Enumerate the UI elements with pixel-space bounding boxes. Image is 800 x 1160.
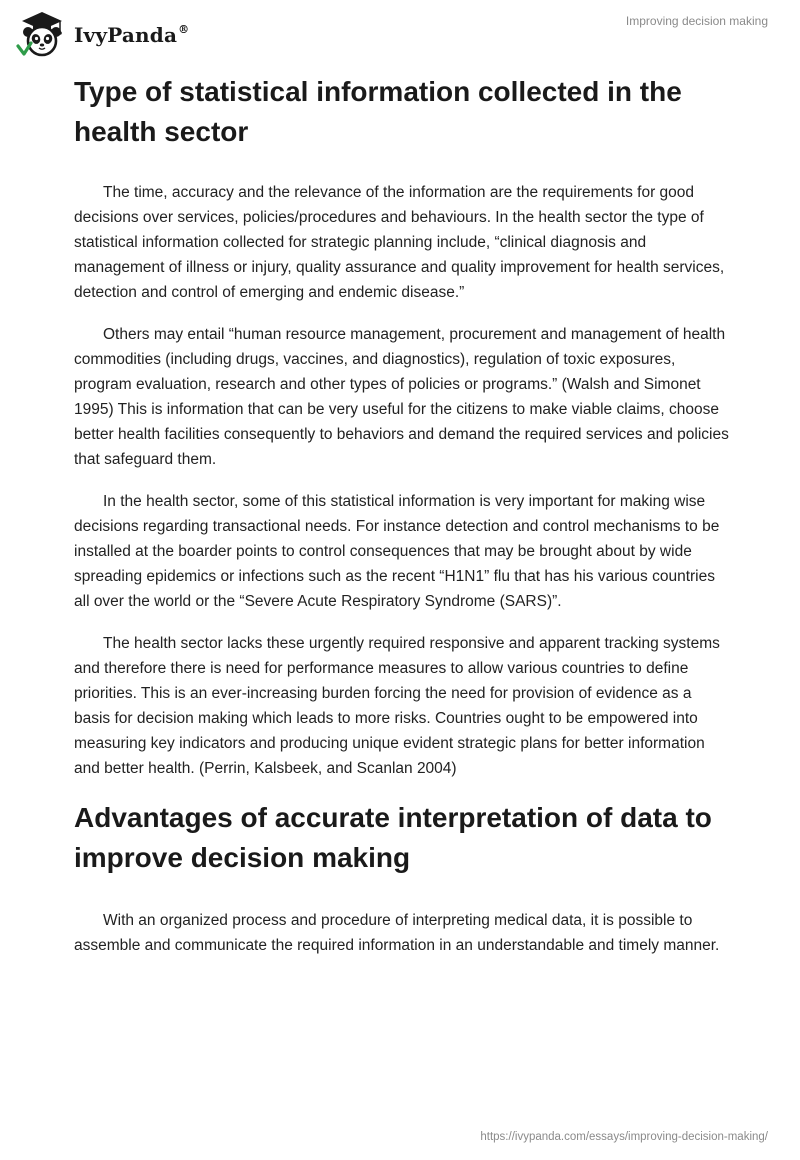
paragraph: With an organized process and procedure of interpreting medical data, it is possible to assemble and communicate the required information in an understandable and timely manner.	[74, 912, 720, 954]
registered-mark: ®	[178, 23, 190, 36]
page-header	[0, 0, 800, 70]
section-heading-statistical-info: Type of statistical information collected in the health sector	[74, 76, 682, 147]
ivypanda-logo[interactable]	[14, 8, 189, 60]
source-url[interactable]: https://ivypanda.com/essays/improving-decision-making/	[480, 1131, 768, 1143]
paragraph: The health sector lacks these urgently required responsive and apparent tracking systems and therefore there is need for performance measures to allow various countries to define priorities. This is an ever-increasing burden forcing the need for provision of evidence as a basis for decision making which leads to more risks. Countries ought to be empowered into measuring key indicators and producing unique evident strategic plans for better information and better health. (Perrin, Kalsbeek, and Scanlan 2004)	[74, 635, 720, 777]
paragraph: Others may entail “human resource management, procurement and management of health commodities (including drugs, vaccines, and diagnostics), regulation of toxic exposures, program evaluation, research and other types of policies or programs.” (Walsh and Simonet 1995) This is information that can be very useful for the citizens to make viable claims, choose better health facilities consequently to behaviors and demand the required services and policies that safeguard them.	[74, 326, 729, 468]
document-title: Improving decision making	[625, 14, 768, 28]
brand-name: IvyPanda®	[74, 23, 190, 47]
paragraph: In the health sector, some of this statistical information is very important for making wise decisions regarding transactional needs. For instance detection and control mechanisms to be installed at the boarder points to control consequences that may be brought about by wide spreading epidemics or infections such as the recent “H1N1” flu that has his various countries all over the world or the “Severe Acute Respiratory Syndrome (SARS)”.	[74, 493, 720, 610]
section-heading-advantages: Advantages of accurate interpretation of data to improve decision making	[74, 802, 712, 873]
paragraph: The time, accuracy and the relevance of the information are the requirements for good decisions over services, policies/procedures and behaviours. In the health sector the type of statistical information collected for strategic planning include, “clinical diagnosis and management of illness or injury, quality assurance and quality improvement for health services, detection and control of emerging and endemic disease.”	[74, 184, 725, 301]
panda-graduate-icon	[14, 8, 70, 60]
article-body	[74, 72, 730, 975]
